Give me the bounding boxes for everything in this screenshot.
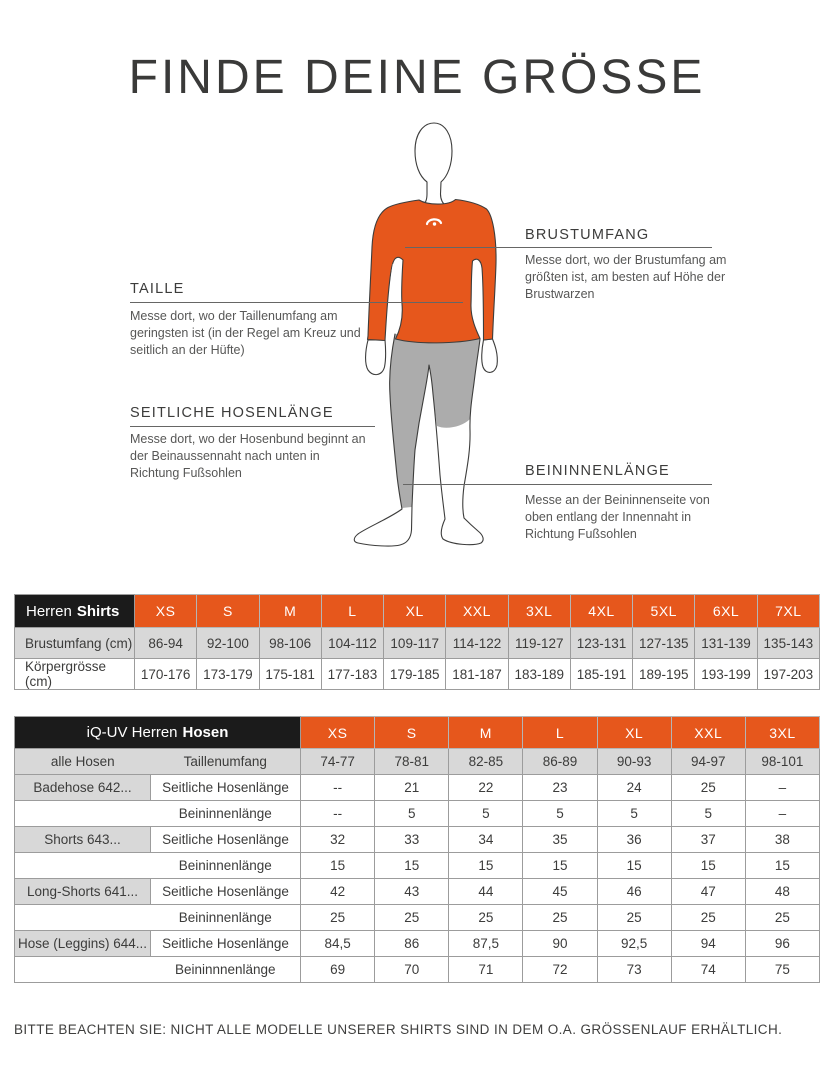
figure-left-hand	[366, 340, 386, 375]
table-row	[15, 659, 820, 690]
hosen-header-row	[15, 717, 820, 749]
cell-value: 15	[301, 853, 375, 879]
footer-note: BITTE BEACHTEN SIE: NICHT ALLE MODELLE UNSERER SHIRTS SIND IN DEM O.A. GRÖSSENLAUF ERHÄLTLICH.	[14, 1022, 783, 1037]
cell-value: 38	[745, 827, 819, 853]
cell-value: 37	[671, 827, 745, 853]
product-label	[15, 957, 151, 983]
cell-value: 43	[375, 879, 449, 905]
cell-value: 98-101	[745, 749, 819, 775]
cell-value: 185-191	[570, 659, 632, 690]
table-row	[15, 905, 820, 931]
cell-value: 86-94	[135, 628, 197, 659]
cell-value: 70	[375, 957, 449, 983]
cell-value: 22	[449, 775, 523, 801]
cell-value: 92-100	[197, 628, 259, 659]
cell-value: 119-127	[508, 628, 570, 659]
cell-value: 181-187	[446, 659, 508, 690]
cell-value: 87,5	[449, 931, 523, 957]
cell-value: 36	[597, 827, 671, 853]
cell-value: 175-181	[259, 659, 321, 690]
cell-value: 193-199	[695, 659, 757, 690]
cell-value: 131-139	[695, 628, 757, 659]
cell-value: 94-97	[671, 749, 745, 775]
cell-value: 15	[745, 853, 819, 879]
product-label: Badehose 642...	[15, 775, 151, 801]
measure-label: Seitliche Hosenlänge	[151, 879, 301, 905]
cell-value: --	[301, 801, 375, 827]
size-column-header: XS	[135, 595, 197, 628]
cell-value: 90	[523, 931, 597, 957]
cell-value: 25	[375, 905, 449, 931]
size-column-header: XL	[597, 717, 671, 749]
hosen-table-title: iQ-UV Herren Hosen	[15, 717, 301, 749]
cell-value: 78-81	[375, 749, 449, 775]
measure-label: Beininnenlänge	[151, 853, 301, 879]
size-column-header: M	[449, 717, 523, 749]
product-label: Hose (Leggins) 644...	[15, 931, 151, 957]
cell-value: 23	[523, 775, 597, 801]
table-row	[15, 879, 820, 905]
page-title: FINDE DEINE GRÖSSE	[128, 51, 706, 104]
cell-value: 170-176	[135, 659, 197, 690]
product-label	[15, 853, 151, 879]
cell-value: 90-93	[597, 749, 671, 775]
cell-value: 135-143	[757, 628, 819, 659]
shirts-size-table	[14, 594, 820, 690]
cell-value: 5	[449, 801, 523, 827]
table-row	[15, 801, 820, 827]
cell-value: 75	[745, 957, 819, 983]
cell-value: 127-135	[633, 628, 695, 659]
cell-value: 5	[597, 801, 671, 827]
table-row	[15, 628, 820, 659]
annotation-label-taille: TAILLE	[130, 281, 185, 297]
cell-value: 44	[449, 879, 523, 905]
cell-value: 197-203	[757, 659, 819, 690]
cell-value: 5	[523, 801, 597, 827]
cell-value: 15	[375, 853, 449, 879]
cell-value: --	[301, 775, 375, 801]
cell-value: 84,5	[301, 931, 375, 957]
cell-value: 82-85	[449, 749, 523, 775]
table-row	[15, 853, 820, 879]
annotation-label-seitliche-hosenlaenge: SEITLICHE HOSENLÄNGE	[130, 405, 334, 421]
cell-value: 104-112	[321, 628, 383, 659]
cell-value: 25	[597, 905, 671, 931]
measure-label: Beininnenlänge	[151, 905, 301, 931]
cell-value: 98-106	[259, 628, 321, 659]
cell-value: 48	[745, 879, 819, 905]
annotation-line-seitliche-hosenlaenge	[130, 426, 375, 427]
cell-value: 25	[671, 905, 745, 931]
cell-value: 46	[597, 879, 671, 905]
row-label: Brustumfang (cm)	[15, 628, 135, 659]
cell-value: 25	[449, 905, 523, 931]
size-column-header: 7XL	[757, 595, 819, 628]
cell-value: 32	[301, 827, 375, 853]
cell-value: 33	[375, 827, 449, 853]
cell-value: 114-122	[446, 628, 508, 659]
size-column-header: 5XL	[633, 595, 695, 628]
size-column-header: XL	[384, 595, 446, 628]
product-label	[15, 905, 151, 931]
product-label: Long-Shorts 641...	[15, 879, 151, 905]
cell-value: 86-89	[523, 749, 597, 775]
table-row	[15, 775, 820, 801]
cell-value: 86	[375, 931, 449, 957]
figure-shirt	[368, 200, 497, 343]
size-column-header: 3XL	[508, 595, 570, 628]
cell-value: 15	[597, 853, 671, 879]
row-label: Körpergrösse (cm)	[15, 659, 135, 690]
cell-value: 189-195	[633, 659, 695, 690]
cell-value: 179-185	[384, 659, 446, 690]
shirts-header-row	[15, 595, 820, 628]
cell-value: 25	[301, 905, 375, 931]
cell-value: 69	[301, 957, 375, 983]
annotation-text-taille: Messe dort, wo der Taillenumfang am geringsten ist (in der Regel am Kreuz und seitlich an der Hüfte)	[130, 309, 361, 357]
annotation-text-brustumfang: Messe dort, wo der Brustumfang am größten ist, am besten auf Höhe der Brustwarzen	[525, 253, 727, 301]
cell-value: 24	[597, 775, 671, 801]
cell-value: 96	[745, 931, 819, 957]
hosen-size-table	[14, 716, 820, 983]
cell-value: 71	[449, 957, 523, 983]
cell-value: 25	[523, 905, 597, 931]
product-label	[15, 801, 151, 827]
measure-label: Seitliche Hosenlänge	[151, 775, 301, 801]
product-label: alle Hosen	[15, 749, 151, 775]
size-column-header: L	[523, 717, 597, 749]
size-column-header: S	[375, 717, 449, 749]
annotation-line-brustumfang	[405, 247, 712, 248]
figure-pants	[390, 334, 480, 508]
size-column-header: L	[321, 595, 383, 628]
size-column-header: M	[259, 595, 321, 628]
size-column-header: 3XL	[745, 717, 819, 749]
cell-value: 173-179	[197, 659, 259, 690]
table-row	[15, 957, 820, 983]
cell-value: 15	[523, 853, 597, 879]
cell-value: 25	[671, 775, 745, 801]
annotation-label-beininnenlaenge: BEININNENLÄNGE	[525, 463, 670, 479]
cell-value: 183-189	[508, 659, 570, 690]
cell-value: 5	[375, 801, 449, 827]
cell-value: 123-131	[570, 628, 632, 659]
cell-value: 109-117	[384, 628, 446, 659]
cell-value: –	[745, 775, 819, 801]
product-label: Shorts 643...	[15, 827, 151, 853]
cell-value: –	[745, 801, 819, 827]
size-column-header: XS	[301, 717, 375, 749]
size-column-header: XXL	[446, 595, 508, 628]
cell-value: 92,5	[597, 931, 671, 957]
cell-value: 25	[745, 905, 819, 931]
annotation-text-beininnenlaenge: Messe an der Beininnenseite von oben entlang der Innennaht in Richtung Fußsohlen	[525, 493, 710, 541]
size-column-header: S	[197, 595, 259, 628]
annotation-line-beininnenlaenge	[403, 484, 712, 485]
cell-value: 72	[523, 957, 597, 983]
cell-value: 73	[597, 957, 671, 983]
table-row	[15, 827, 820, 853]
annotation-line-taille	[130, 302, 463, 303]
figure-right-hand	[482, 339, 498, 372]
cell-value: 21	[375, 775, 449, 801]
cell-value: 74-77	[301, 749, 375, 775]
cell-value: 45	[523, 879, 597, 905]
measure-label: Beininnnenlänge	[151, 957, 301, 983]
annotation-label-brustumfang: BRUSTUMFANG	[525, 227, 650, 243]
cell-value: 15	[671, 853, 745, 879]
cell-value: 94	[671, 931, 745, 957]
cell-value: 177-183	[321, 659, 383, 690]
cell-value: 15	[449, 853, 523, 879]
size-column-header: 4XL	[570, 595, 632, 628]
cell-value: 34	[449, 827, 523, 853]
figure-head	[415, 123, 452, 213]
measure-label: Beininnenlänge	[151, 801, 301, 827]
annotation-text-seitliche-hosenlaenge: Messe dort, wo der Hosenbund beginnt an der Beinaussennaht nach unten in Richtung Fußsohlen	[130, 432, 366, 480]
cell-value: 42	[301, 879, 375, 905]
table-row	[15, 749, 820, 775]
measure-label: Taillenumfang	[151, 749, 301, 775]
sleeve-highlight-right	[480, 266, 482, 340]
measure-label: Seitliche Hosenlänge	[151, 931, 301, 957]
cell-value: 5	[671, 801, 745, 827]
table-row	[15, 931, 820, 957]
size-column-header: 6XL	[695, 595, 757, 628]
cell-value: 74	[671, 957, 745, 983]
cell-value: 47	[671, 879, 745, 905]
size-column-header: XXL	[671, 717, 745, 749]
shirts-table-title: Herren Shirts	[15, 595, 135, 628]
measure-label: Seitliche Hosenlänge	[151, 827, 301, 853]
cell-value: 35	[523, 827, 597, 853]
